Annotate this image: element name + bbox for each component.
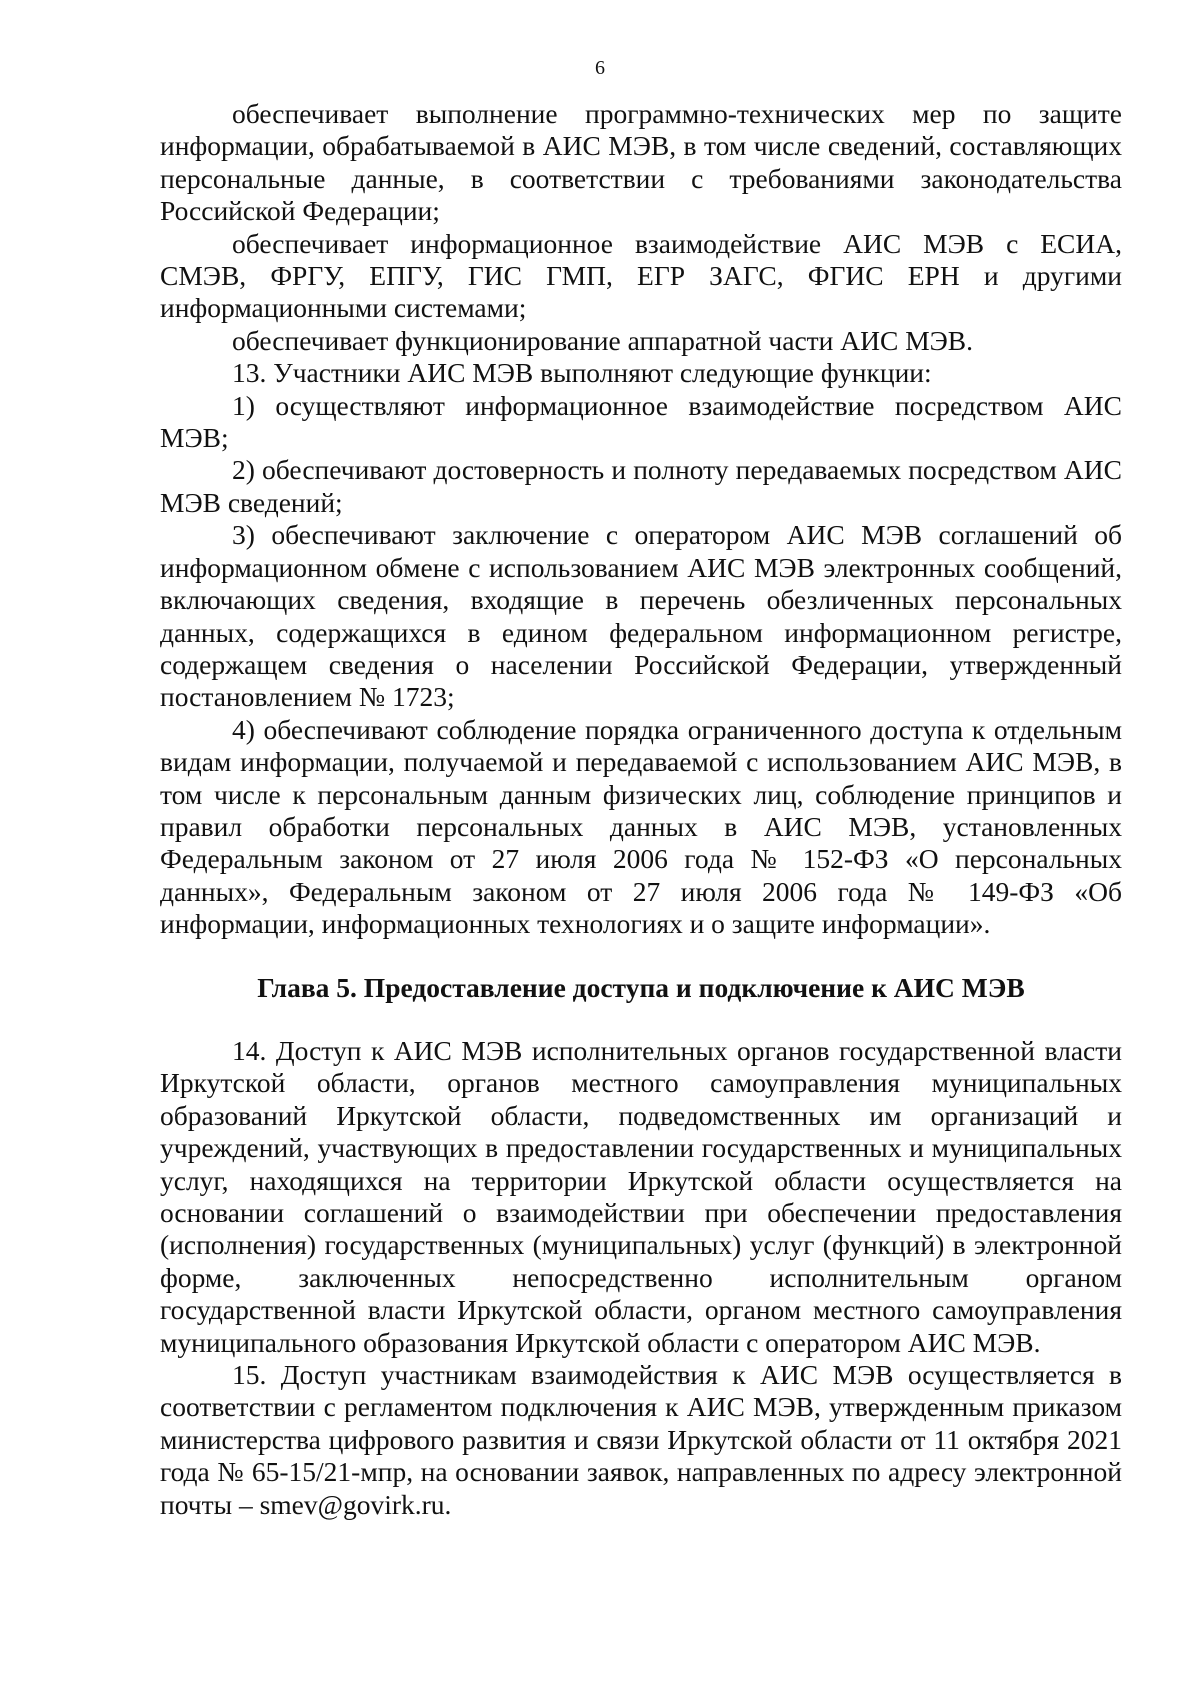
list-item-3: 3) обеспечивают заключение с оператором АИС МЭВ соглашений об информационном обмене с использованием АИС МЭВ электронных сообщений, включающих сведения, входящие в перечень обезличенных персональных данных, содержащихся в едином федеральном информационном регистре, содержащем сведения о населении Российской Федерации, утвержденный постановлением № 1723; <box>160 519 1122 713</box>
page-number: 6 <box>595 57 605 79</box>
paragraph-protection-measures: обеспечивает выполнение программно-технических мер по защите информации, обрабатываемой в АИС МЭВ, в том числе сведений, составляющих персональные данные, в соответствии с требованиями законодательства Российской Федерации; <box>160 98 1122 227</box>
document-body <box>160 98 1122 1521</box>
list-item-1: 1) осуществляют информационное взаимодействие посредством АИС МЭВ; <box>160 389 1122 454</box>
paragraph-13-participants-functions: 13. Участники АИС МЭВ выполняют следующие функции: <box>232 357 932 389</box>
chapter-heading: Глава 5. Предоставление доступа и подключение к АИС МЭВ <box>257 971 1025 1003</box>
paragraph-information-interaction: обеспечивает информационное взаимодействие АИС МЭВ с ЕСИА, СМЭВ, ФРГУ, ЕПГУ, ГИС ГМП, ЕГР ЗАГС, ФГИС ЕРН и другими информационными системами; <box>160 227 1122 324</box>
paragraph-14-access: 14. Доступ к АИС МЭВ исполнительных органов государственной власти Иркутской области, органов местного самоуправления муниципальных образований Иркутской области, подведомственных им организаций и учреждений, участвующих в предоставлении государственных и муниципальных услуг, находящихся на территории Иркутской области осуществляется на основании соглашений о взаимодействии при обеспечении предоставления (исполнения) государственных (муниципальных) услуг (функций) в электронной форме, заключенных непосредственно исполнительным органом государственной власти Иркутской области, органом местного самоуправления муниципального образования Иркутской области с оператором АИС МЭВ. <box>160 1034 1122 1358</box>
paragraph-15-access: 15. Доступ участникам взаимодействия к АИС МЭВ осуществляется в соответствии с регламентом подключения к АИС МЭВ, утвержденным приказом министерства цифрового развития и связи Иркутской области от 11 октября 2021 года № 65-15/21-мпр, на основании заявок, направленных по адресу электронной почты – smev@govirk.ru. <box>160 1359 1122 1520</box>
list-item-2: 2) обеспечивают достоверность и полноту передаваемых посредством АИС МЭВ сведений; <box>160 454 1122 518</box>
list-item-4: 4) обеспечивают соблюдение порядка ограниченного доступа к отдельным видам информации, получаемой и передаваемой с использованием АИС МЭВ, в том числе к персональным данным физических лиц, соблюдение принципов и правил обработки персональных данных в АИС МЭВ, установленных Федеральным законом от 27 июля 2006 года № 152-ФЗ «О персональных данных», Федеральным законом от 27 июля 2006 года № 149-ФЗ «Об информации, информационных технологиях и о защите информации». <box>160 713 1122 940</box>
paragraph-hardware-operation: обеспечивает функционирование аппаратной части АИС МЭВ. <box>232 324 974 356</box>
